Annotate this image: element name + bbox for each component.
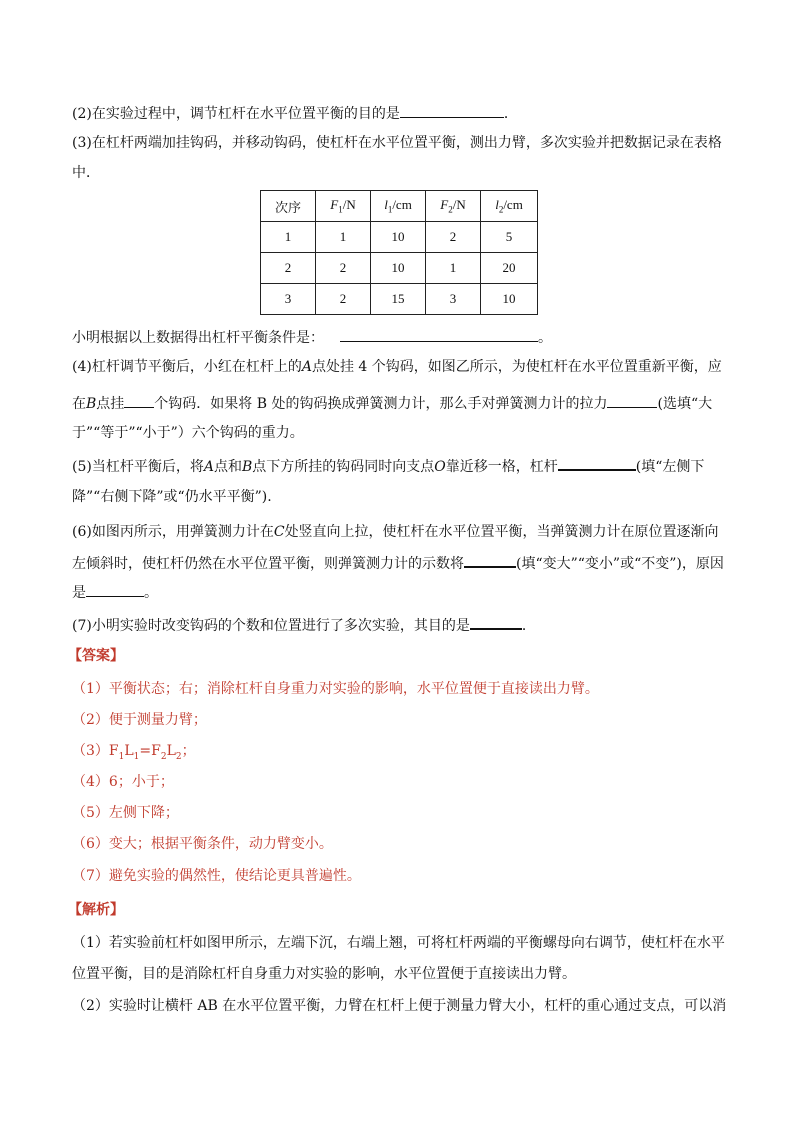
table-cell: 1 <box>426 253 481 284</box>
answer-5: （5）左侧下降； <box>72 805 179 821</box>
table-row <box>261 253 538 284</box>
table-header-row <box>261 191 538 222</box>
table-row <box>261 222 538 253</box>
question-4-line1: (4)杠杆调节平衡后，小红在杠杆上的A点处挂 4 个钩码，如图乙所示，为使杠杆在水平位置重新平衡，应 <box>72 359 722 375</box>
header-l2: $l_2/cm$ <box>481 191 538 222</box>
answer-1: （1）平衡状态；右；消除杠杆自身重力对实验的影响，水平位置便于直接读出力臂。 <box>72 681 599 697</box>
header-order: 次序 <box>261 191 316 222</box>
answer-3: $(3)F_1L_1=F_2L_2$； <box>72 743 196 762</box>
analysis-p2-line1: （2）实验时让横杆 AB 在水平位置平衡，力臂在杠杆上便于测量力臂大小，杠杆的重心通过支点，可以消 <box>72 998 727 1014</box>
header-l1: $l_1/cm$ <box>371 191 426 222</box>
question-2: (2)在实验过程中，调节杠杆在水平位置平衡的目的是 ． <box>72 103 518 124</box>
table-cell: 10 <box>371 222 426 253</box>
table-cell: 2 <box>261 253 316 284</box>
question-5-line1: (5)当杠杆平衡后，将A点和B点下方所挂的钩码同时向支点O靠近移一格，杠杆 (填“左侧下 <box>72 455 704 477</box>
analysis-p1-line2: 位置平衡，目的是消除杠杆自身重力对实验的影响，水平位置便于直接读出力臂。 <box>72 966 576 982</box>
question-5-line2: 降”“右侧下降”或“仍水平平衡”). <box>72 489 272 505</box>
question-3-line2: 中． <box>72 165 100 181</box>
question-4-line3: 于”“等于”“小于”）六个钩码的重力。 <box>72 425 304 441</box>
q3-answer-blank[interactable] <box>340 327 538 342</box>
question-6-line1: (6)如图丙所示，用弹簧测力计在C处竖直向上拉，使杠杆在水平位置平衡，当弹簧测力计在原位置逐渐向 <box>72 524 719 540</box>
table-cell: 15 <box>371 284 426 315</box>
q2-text: (2)在实验过程中，调节杠杆在水平位置平衡的目的是 <box>72 106 400 122</box>
answer-7: （7）避免实验的偶然性，使结论更具普遍性。 <box>72 868 361 884</box>
table-cell: 5 <box>481 222 538 253</box>
question-4-line2: 在B点挂 个钩码．如果将 B 处的钩码换成弹簧测力计，那么手对弹簧测力计的拉力 (选填“大 <box>72 393 712 414</box>
table-row <box>261 284 538 315</box>
question-6-line2: 左倾斜时，使杠杆仍然在水平位置平衡，则弹簧测力计的示数将 (填“变大”“变小”或“不变”)，原因 <box>72 552 724 574</box>
answer-4: （4）6；小于； <box>72 774 174 790</box>
q4-count-blank[interactable] <box>124 393 154 408</box>
answer-header: 【答案】 <box>68 648 124 664</box>
table-cell: 20 <box>481 253 538 284</box>
q6-reason-blank[interactable] <box>86 582 144 597</box>
question-3-line1: (3)在杠杆两端加挂钩码，并移动钩码，使杠杆在水平位置平衡，测出力臂，多次实验并把数据记录在表格 <box>72 135 722 151</box>
q6-reading-blank[interactable] <box>464 552 516 568</box>
table-cell: 3 <box>261 284 316 315</box>
analysis-p1-line1: （1）若实验前杠杆如图甲所示，左端下沉，右端上翘，可将杠杆两端的平衡螺母向右调节，使杠杆在水平 <box>72 935 725 951</box>
q2-answer-blank[interactable] <box>400 103 504 118</box>
table-cell: 10 <box>371 253 426 284</box>
data-table <box>260 190 538 315</box>
analysis-header: 【解析】 <box>68 902 124 918</box>
table-cell: 1 <box>316 222 371 253</box>
table-cell: 10 <box>481 284 538 315</box>
table-cell: 1 <box>261 222 316 253</box>
q5-answer-blank[interactable] <box>558 455 636 471</box>
q7-answer-blank[interactable] <box>470 614 522 630</box>
table-cell: 2 <box>316 284 371 315</box>
question-3-conclusion: 小明根据以上数据得出杠杆平衡条件是： 。 <box>72 327 552 348</box>
question-7: (7)小明实验时改变钩码的个数和位置进行了多次实验，其目的是 ． <box>72 614 536 636</box>
answer-2: （2）便于测量力臂； <box>72 712 207 728</box>
answer-6: （6）变大；根据平衡条件，动力臂变小。 <box>72 836 333 852</box>
question-6-line3: 是 。 <box>72 582 158 603</box>
header-f1: $F_1/N$ <box>316 191 371 222</box>
table-cell: 2 <box>316 253 371 284</box>
table-cell: 2 <box>426 222 481 253</box>
q4-force-blank[interactable] <box>607 393 657 408</box>
header-f2: $F_2/N$ <box>426 191 481 222</box>
table-cell: 3 <box>426 284 481 315</box>
